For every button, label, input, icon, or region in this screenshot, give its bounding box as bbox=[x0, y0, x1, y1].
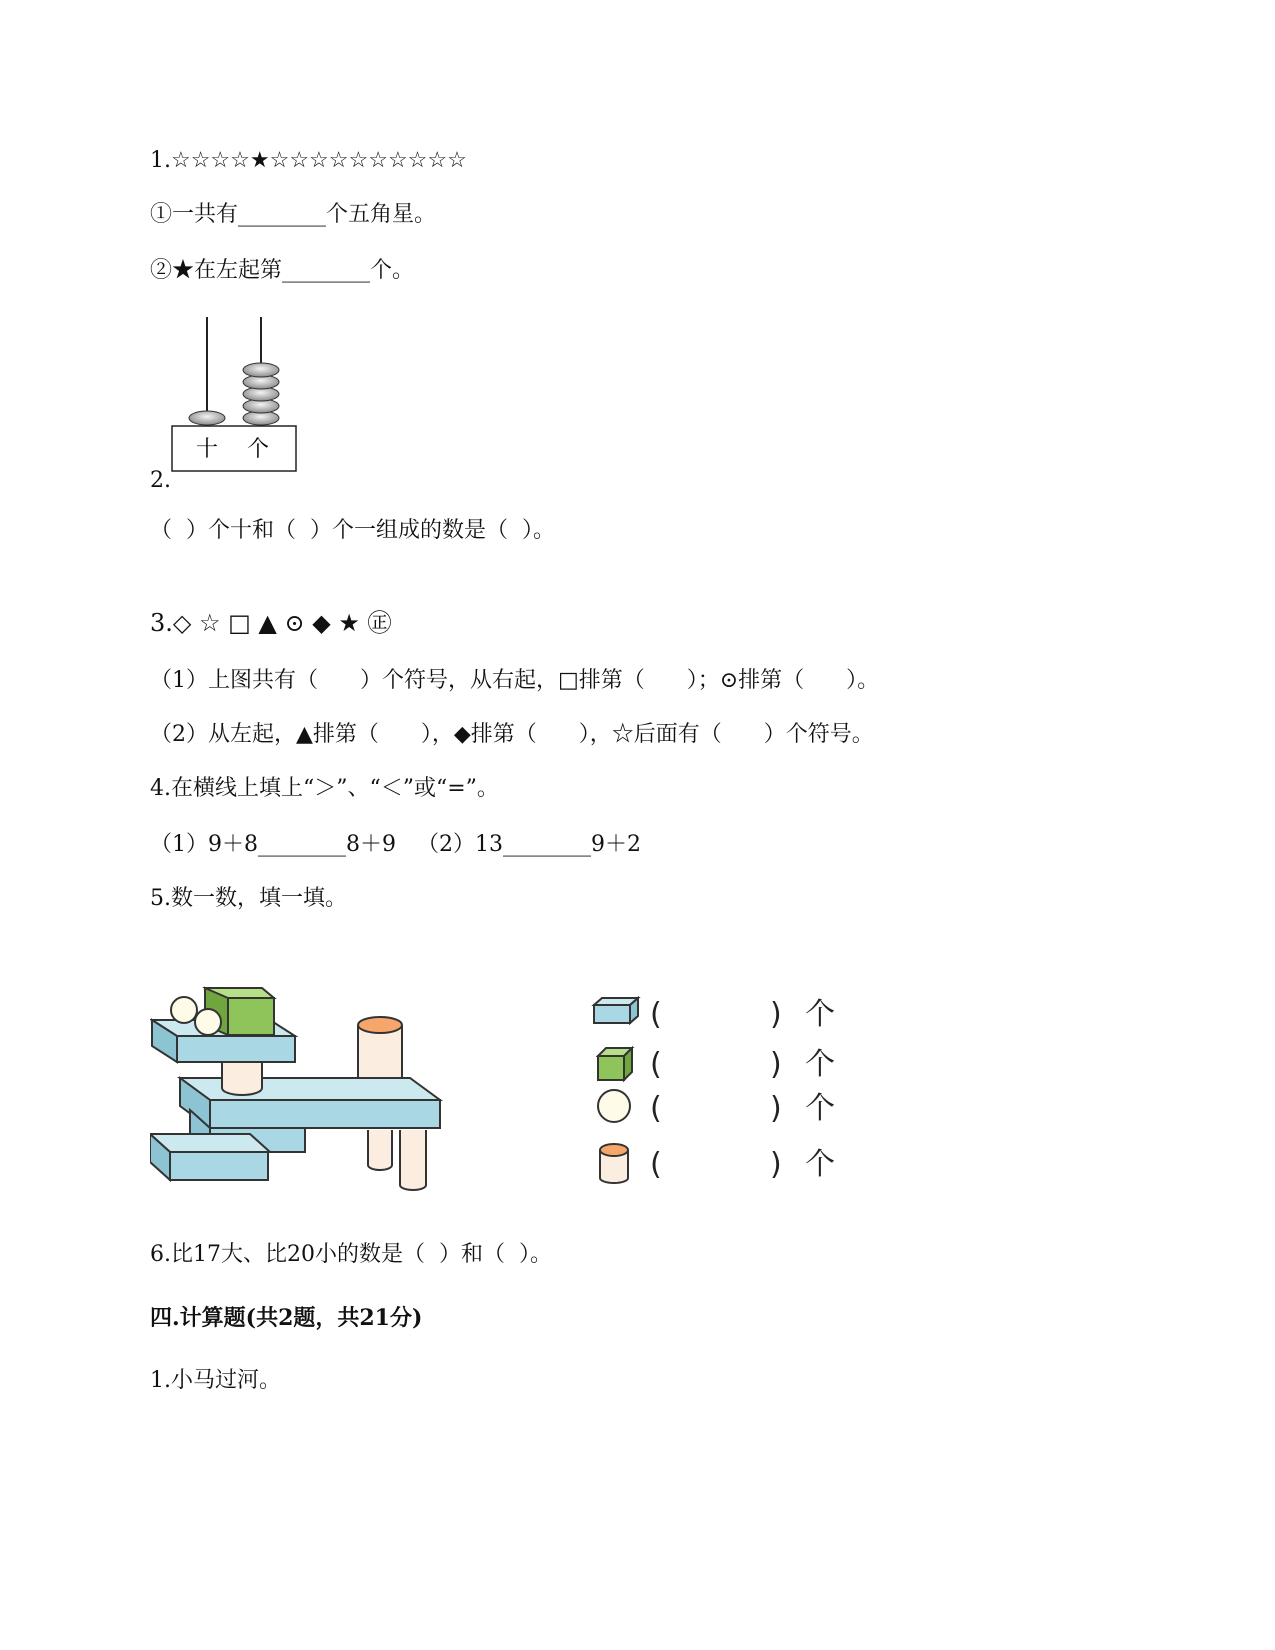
q3-symbols: 3.◇ ☆ □ ▲ ⊙ ◆ ★ ㊣ bbox=[150, 609, 392, 637]
q4-title: 4.在横线上填上“＞”、“＜”或“=”。 bbox=[150, 776, 499, 801]
q1-sub2: ②★在左起第________个。 bbox=[150, 258, 415, 283]
ones-beads bbox=[243, 363, 279, 425]
legend-row2-unit: 个 bbox=[805, 1047, 835, 1082]
step-block-2-front bbox=[170, 1152, 268, 1180]
legend-cube-icon bbox=[598, 1056, 624, 1080]
cylinder-leg-2 bbox=[400, 1130, 426, 1190]
legend-row3-unit: 个 bbox=[805, 1091, 835, 1126]
cylinder-small bbox=[222, 1062, 262, 1095]
legend-row1-close: ) bbox=[770, 997, 782, 1032]
q2-number: 2. bbox=[150, 468, 171, 493]
legend-row2-close: ) bbox=[770, 1047, 782, 1082]
cube-front bbox=[228, 998, 274, 1035]
legend-row1-unit: 个 bbox=[805, 997, 835, 1032]
ones-bead bbox=[243, 363, 279, 377]
ones-label: 个 bbox=[246, 437, 270, 462]
legend-cuboid-icon bbox=[594, 1005, 630, 1023]
cylinder-large-top bbox=[358, 1017, 402, 1033]
sphere-2 bbox=[195, 1009, 221, 1035]
legend-row3-close: ) bbox=[770, 1091, 782, 1126]
long-slab-front bbox=[210, 1100, 440, 1128]
legend-row1-open: ( bbox=[650, 997, 662, 1032]
legend-row2-open: ( bbox=[650, 1047, 662, 1082]
section4-heading: 四.计算题(共2题，共21分) bbox=[150, 1305, 423, 1331]
long-slab-top bbox=[180, 1078, 440, 1100]
legend-sphere-icon bbox=[598, 1090, 630, 1122]
q3-sub1: （1）上图共有（ ）个符号，从右起，□排第（ ）；⊙排第（ ）。 bbox=[150, 668, 880, 693]
legend-row4-open: ( bbox=[650, 1147, 662, 1182]
q4-text: （1）9＋8________8＋9 （2）13________9＋2 bbox=[150, 832, 641, 857]
q1-stars: 1.☆☆☆☆★☆☆☆☆☆☆☆☆☆☆ bbox=[150, 148, 467, 173]
legend-row4-unit: 个 bbox=[805, 1147, 835, 1182]
q6-text: 6.比17大、比20小的数是（ ）和（ ）。 bbox=[150, 1242, 552, 1267]
q5-title: 5.数一数，填一填。 bbox=[150, 886, 347, 911]
shape-count-legend bbox=[590, 970, 870, 1190]
legend-cylinder-top bbox=[600, 1144, 628, 1156]
legend-row4-close: ) bbox=[770, 1147, 782, 1182]
tens-label: 十 bbox=[195, 437, 219, 462]
cylinder-leg-1 bbox=[368, 1130, 392, 1170]
q2-text: （ ）个十和（ ）个一组成的数是（ ）。 bbox=[150, 518, 555, 543]
sphere-1 bbox=[171, 997, 197, 1023]
q1-sub1: ①一共有________个五角星。 bbox=[150, 202, 437, 227]
block-structure-picture bbox=[150, 980, 450, 1195]
abacus-base bbox=[172, 426, 296, 471]
top-slab-front bbox=[177, 1036, 295, 1062]
abacus-figure bbox=[170, 312, 310, 477]
tens-bead bbox=[189, 411, 225, 425]
tens-beads bbox=[189, 411, 225, 425]
legend-row3-open: ( bbox=[650, 1091, 662, 1126]
q3-sub2: （2）从左起，▲排第（ ），◆排第（ ），☆后面有（ ）个符号。 bbox=[150, 722, 874, 747]
section4-q1: 1.小马过河。 bbox=[150, 1368, 281, 1393]
